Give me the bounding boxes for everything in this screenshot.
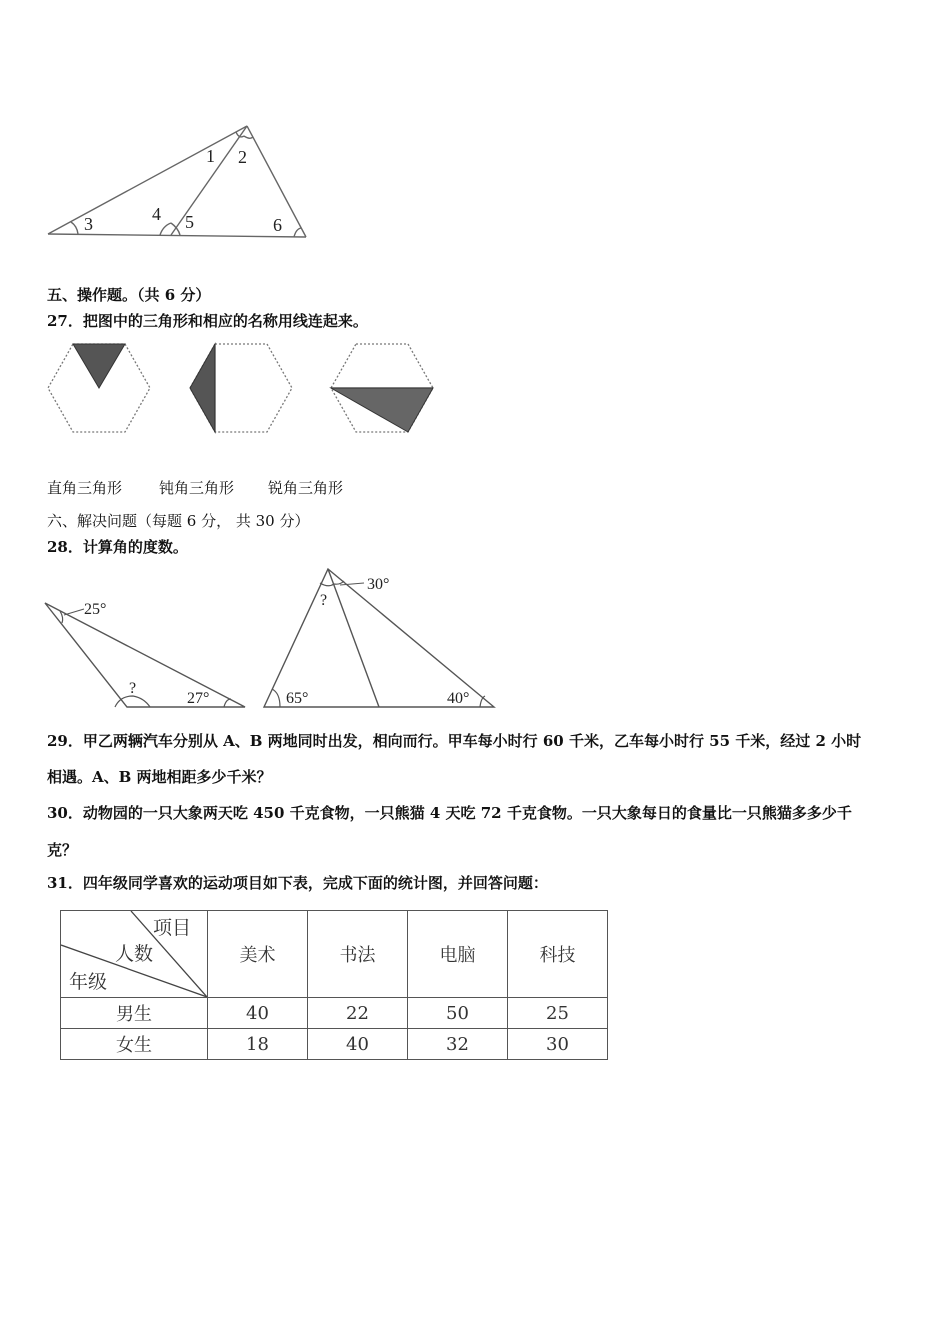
angle-label-1: 1 [206,146,215,166]
question-30-line-1: 30．动物园的一只大象两天吃 450 千克食物，一只熊猫 4 天吃 72 千克食物。一只大象每日的食量比一只熊猫多多少千 [47,804,852,822]
column-header: 美术 [208,911,308,998]
corner-people-label: 人数 [115,943,154,965]
question-29-line-1: 29．甲乙两辆汽车分别从 A、B 两地同时出发，相向而行。甲车每小时行 60 千米，乙车每小时行 55 千米，经过 2 小时 [47,732,862,750]
column-header: 电脑 [408,911,508,998]
angle-label-6: 6 [273,215,282,235]
unknown-angle-2: ? [320,592,328,609]
angle-65: 65° [286,690,309,707]
hexagon-figure-1 [45,340,153,435]
sports-preference-table [60,910,608,1060]
section-5-title: 五、操作题。（共 6 分） [47,286,211,304]
angle-label-2: 2 [238,147,247,167]
angle-label-5: 5 [185,212,194,232]
triangle-figure-q28-1 [40,595,250,713]
table-cell: 40 [308,1029,408,1060]
corner-item-label: 项目 [153,917,192,939]
name-right-triangle: 直角三角形 [47,479,123,497]
table-cell: 22 [308,998,408,1029]
angle-27: 27° [187,690,210,707]
question-30-line-2: 克？ [47,841,78,859]
question-29-line-2: 相遇。A、B 两地相距多少千米？ [47,768,272,786]
table-cell: 32 [408,1029,508,1060]
section-6-title: 六、解决问题（每题 6 分， 共 30 分） [47,512,310,530]
triangle-figure-q28-2 [260,565,500,713]
hexagon-figure-2 [187,340,295,435]
angle-25: 25° [84,601,107,618]
angle-40: 40° [447,690,470,707]
angle-30: 30° [367,576,390,593]
table-corner-header [61,911,208,998]
angle-figure-1 [40,118,320,248]
table-cell: 25 [508,998,608,1029]
unknown-angle-1: ? [129,680,137,697]
question-27: 27．把图中的三角形和相应的名称用线连起来。 [47,312,368,330]
row-label: 男生 [61,998,208,1029]
table-header-row [61,911,608,998]
angle-label-4: 4 [152,204,161,224]
column-header: 科技 [508,911,608,998]
hexagon-figure-3 [328,340,436,435]
table-row [61,1029,608,1060]
name-obtuse-triangle: 钝角三角形 [159,479,235,497]
table-cell: 40 [208,998,308,1029]
table-row [61,998,608,1029]
corner-grade-label: 年级 [69,971,108,993]
name-acute-triangle: 锐角三角形 [268,479,344,497]
question-28: 28．计算角的度数。 [47,538,188,556]
table-cell: 50 [408,998,508,1029]
column-header: 书法 [308,911,408,998]
row-label: 女生 [61,1029,208,1060]
angle-label-3: 3 [84,214,93,234]
table-cell: 30 [508,1029,608,1060]
question-31: 31．四年级同学喜欢的运动项目如下表，完成下面的统计图，并回答问题： [47,874,548,892]
table-cell: 18 [208,1029,308,1060]
